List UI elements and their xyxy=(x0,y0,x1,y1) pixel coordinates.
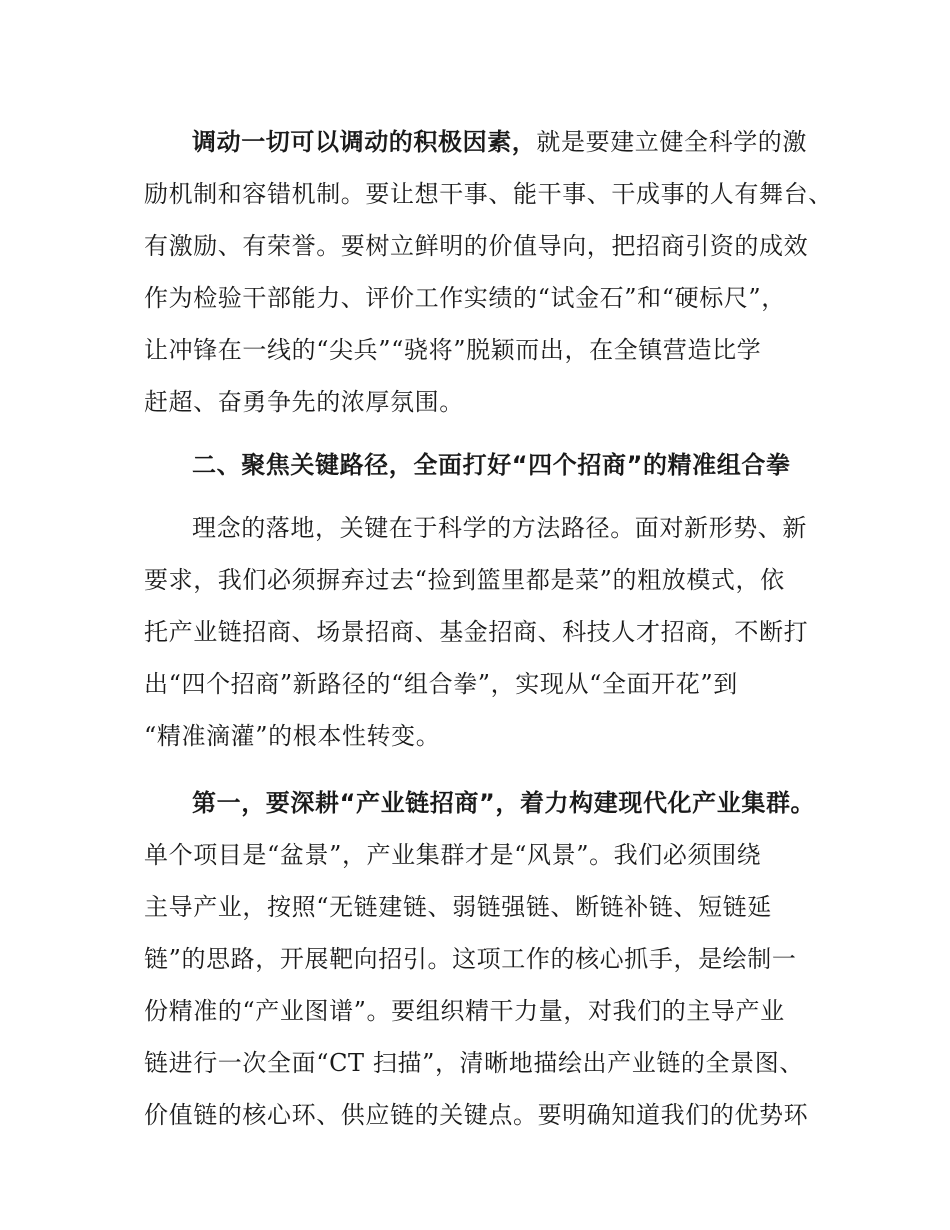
paragraph-1-line-2: 励机制和容错机制。要让想干事、能干事、干成事的人有舞台、 xyxy=(144,180,833,208)
paragraph-1-line-3: 有激励、有荣誉。要树立鲜明的价值导向，把招商引资的成效 xyxy=(144,232,809,260)
paragraph-2-line-3: 托产业链招商、场景招商、基金招商、科技人才招商，不断打 xyxy=(144,618,809,646)
paragraph-3-lead: 第一，要深耕“产业链招商”，着力构建现代化产业集群。 xyxy=(192,789,816,817)
paragraph-1-line-1-rest: 就是要建立健全科学的激 xyxy=(536,128,808,156)
paragraph-1-lead: 调动一切可以调动的积极因素， xyxy=(192,128,537,156)
paragraph-1-line-5: 让冲锋在一线的“尖兵”“骁将”脱颖而出，在全镇营造比学 xyxy=(144,336,762,364)
paragraph-1-line-4: 作为检验干部能力、评价工作实绩的“试金石”和“硬标尺”， xyxy=(144,284,786,312)
section-heading-2: 二、聚焦关键路径，全面打好“四个招商”的精准组合拳 xyxy=(192,451,791,479)
paragraph-3-line-3: 主导产业，按照“无链建链、弱链强链、断链补链、短链延 xyxy=(144,893,772,921)
paragraph-3-line-5: 份精准的“产业图谱”。要组织精干力量，对我们的主导产业 xyxy=(144,997,785,1025)
paragraph-3-line-6: 链进行一次全面“CT 扫描”，清晰地描绘出产业链的全景图、 xyxy=(144,1049,804,1077)
paragraph-2-line-2: 要求，我们必须摒弃过去“捡到篮里都是菜”的粗放模式，依 xyxy=(144,566,785,594)
paragraph-2-line-1: 理念的落地，关键在于科学的方法路径。面对新形势、新 xyxy=(192,514,807,542)
paragraph-1-line-6: 赶超、奋勇争先的浓厚氛围。 xyxy=(144,388,464,416)
paragraph-2-line-5: “精准滴灌”的根本性转变。 xyxy=(144,722,441,750)
paragraph-3-line-7: 价值链的核心环、供应链的关键点。要明确知道我们的优势环 xyxy=(144,1101,809,1129)
paragraph-2-line-4: 出“四个招商”新路径的“组合拳”，实现从“全面开花”到 xyxy=(144,670,738,698)
paragraph-3-line-4: 链”的思路，开展靶向招引。这项工作的核心抓手，是绘制一 xyxy=(144,945,797,973)
paragraph-1-line-1 xyxy=(192,125,872,159)
paragraph-3-line-2: 单个项目是“盆景”，产业集群才是“风景”。我们必须围绕 xyxy=(144,841,762,869)
